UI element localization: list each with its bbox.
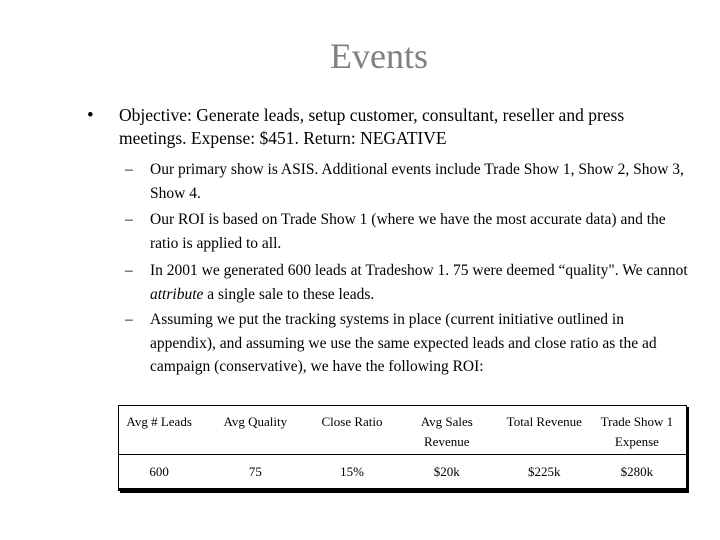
header-avg-sales-revenue: Avg Sales Revenue: [393, 406, 501, 455]
table-header-row: [119, 406, 687, 455]
bullet-marker: •: [87, 105, 94, 126]
roi-table: [118, 405, 687, 491]
value-avg-quality: 75: [248, 464, 262, 479]
objective-text: Objective: Generate leads, setup customer, consultant, reseller and press meetings. Expense: $451. Return: NEGATIVE: [119, 105, 625, 148]
dash-marker: –: [125, 262, 133, 279]
dash-marker: –: [125, 311, 133, 328]
sub-bullet-assumptions: [125, 308, 690, 379]
table-row: [119, 455, 687, 490]
header-close-ratio: Close Ratio: [311, 406, 392, 455]
sub-bullet-primary-show: [125, 158, 690, 205]
value-close-ratio: 15%: [340, 464, 364, 479]
sub-bullet-roi-basis: [125, 208, 690, 255]
value-trade-show-expense: $280k: [620, 464, 654, 479]
value-avg-leads: 600: [149, 464, 169, 479]
sub-bullet-text: Assuming we put the tracking systems in place (current initiative outlined in appendix), and assuming we use the same expected leads and close ratio as the ad campaign (conservative), we have the following ROI:: [150, 311, 657, 375]
header-trade-show-expense: Trade Show 1 Expense: [588, 406, 687, 455]
sub-bullet-text: Our ROI is based on Trade Show 1 (where we have the most accurate data) and the ratio is applied to all.: [150, 211, 666, 252]
sub-bullet-text: Our primary show is ASIS. Additional events include Trade Show 1, Show 2, Show 3, Show 4.: [150, 161, 684, 202]
slide-title: Events: [330, 36, 428, 76]
sub-bullet-text: [150, 259, 690, 306]
header-total-revenue: Total Revenue: [501, 406, 588, 455]
sub-bullet-leads-2001: [125, 259, 690, 306]
text-before-emphasis: In 2001 we generated 600 leads at Tradeshow 1. 75 were deemed “quality". We cannot: [150, 262, 688, 279]
emphasis-text: attribute: [150, 285, 204, 303]
value-avg-sales-revenue: $20k: [433, 464, 460, 479]
dash-marker: –: [125, 211, 133, 228]
dash-marker: –: [125, 161, 133, 178]
text-after-emphasis: a single sale to these leads.: [203, 285, 375, 303]
header-avg-leads: Avg # Leads: [119, 406, 200, 455]
value-total-revenue: $225k: [528, 464, 561, 479]
header-avg-quality: Avg Quality: [199, 406, 311, 455]
